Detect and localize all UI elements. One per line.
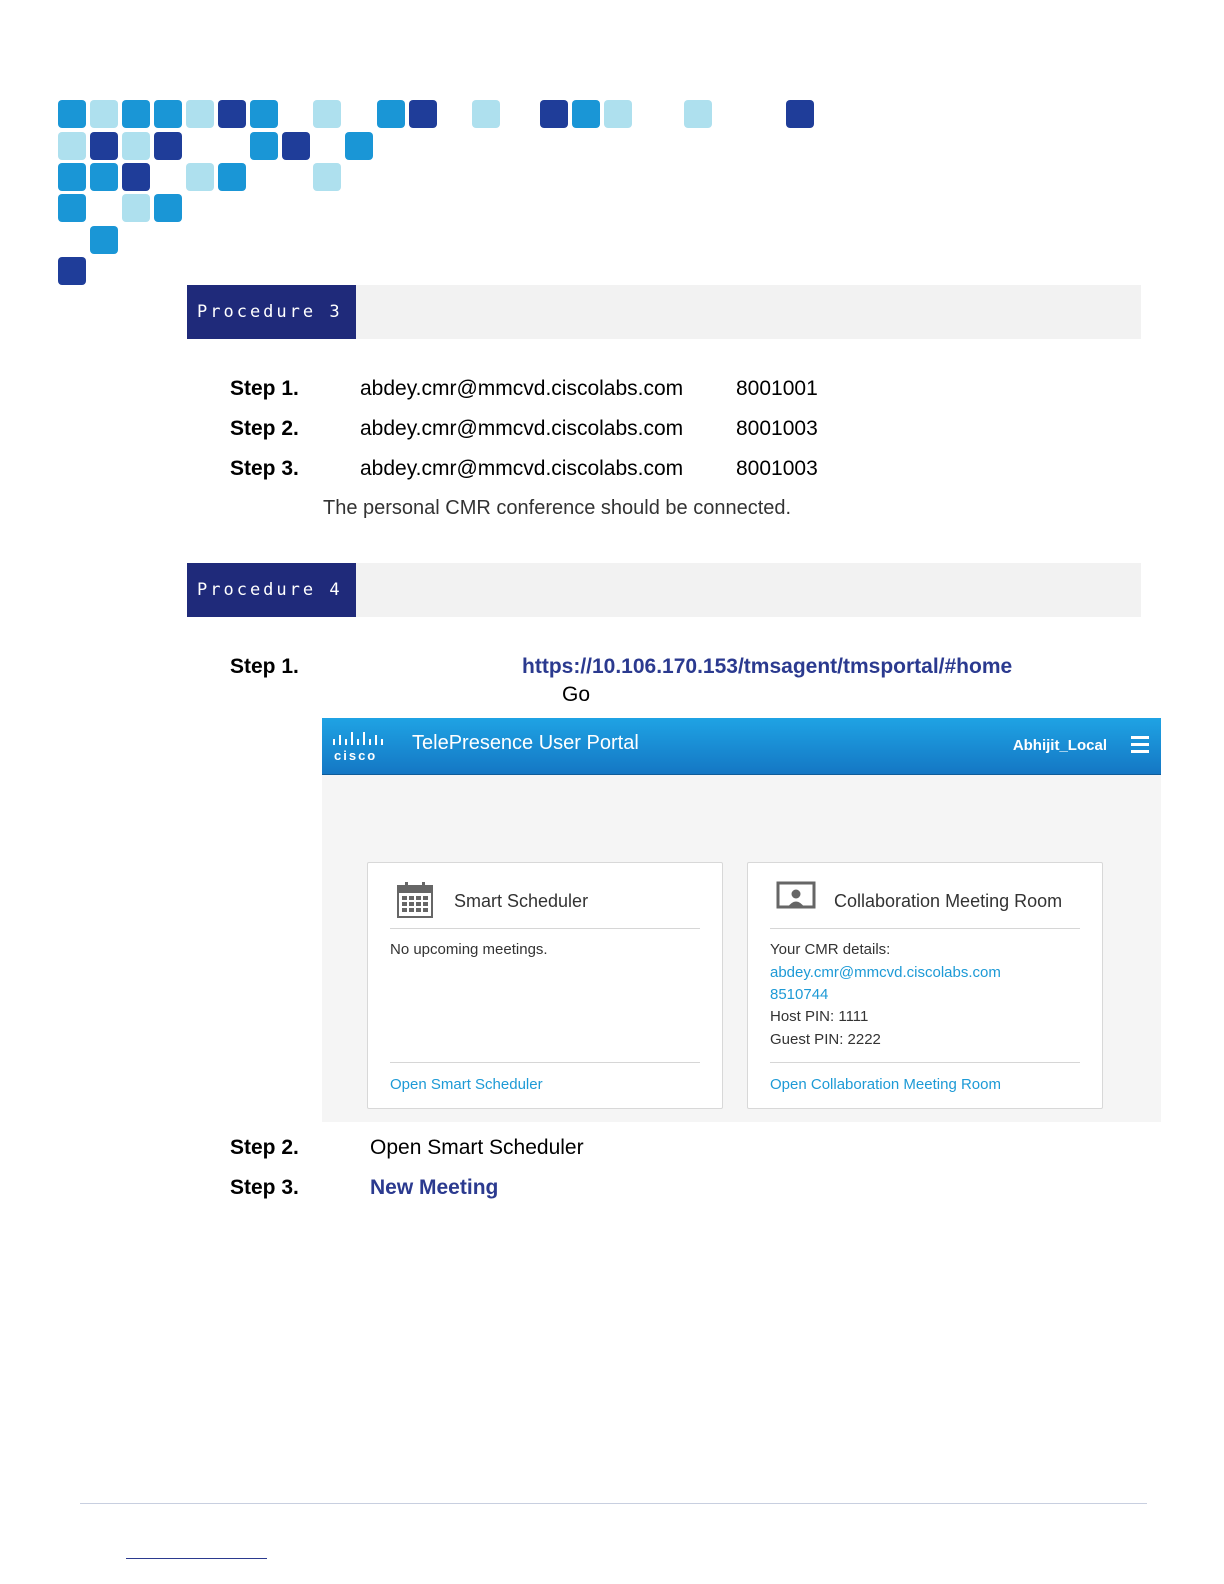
mosaic-tile [90, 100, 118, 128]
portal-username[interactable]: Abhijit_Local [1012, 737, 1107, 754]
procedure-3-banner [187, 285, 1141, 339]
mosaic-tile [122, 194, 150, 222]
calendar-icon [396, 881, 434, 924]
portal-screenshot [322, 718, 1161, 1122]
mosaic-tile [250, 100, 278, 128]
host-pin: Host PIN: 1111 [770, 1008, 869, 1025]
mosaic-tile [186, 163, 214, 191]
mosaic-tile [313, 163, 341, 191]
procedure-4-banner [187, 563, 1141, 617]
mosaic-tile [58, 163, 86, 191]
open-smart-scheduler-link[interactable]: Open Smart Scheduler [390, 1076, 543, 1093]
card-divider [390, 928, 700, 929]
step-label: Step 1. [230, 655, 299, 678]
cmr-title: Collaboration Meeting Room [834, 891, 1063, 911]
mosaic-tile [218, 100, 246, 128]
mosaic-tile [58, 132, 86, 160]
mosaic-tile [58, 257, 86, 285]
mosaic-tile [604, 100, 632, 128]
mosaic-tile [377, 100, 405, 128]
mosaic-tile [154, 132, 182, 160]
mosaic-tile [122, 132, 150, 160]
footer-accent-line [126, 1558, 267, 1559]
mosaic-tile [58, 194, 86, 222]
mosaic-tile [154, 100, 182, 128]
step-uri: abdey.cmr@mmcvd.ciscolabs.com [360, 457, 684, 480]
step-label: Step 2. [230, 417, 299, 440]
portal-url-link[interactable]: https://10.106.170.153/tmsagent/tmsportal/#home [522, 655, 1013, 678]
mosaic-tile [313, 100, 341, 128]
procedure-4-label: Procedure 4 [187, 563, 356, 617]
step-label: Step 3. [230, 457, 299, 480]
mosaic-tile [90, 226, 118, 254]
card-divider [770, 928, 1080, 929]
mosaic-tile [250, 132, 278, 160]
new-meeting-text: New Meeting [370, 1176, 499, 1199]
hamburger-menu-icon[interactable] [1131, 736, 1149, 754]
step-label: Step 3. [230, 1176, 299, 1199]
mosaic-tile [684, 100, 712, 128]
mosaic-tile [409, 100, 437, 128]
smart-scheduler-title: Smart Scheduler [454, 891, 589, 911]
mosaic-tile [58, 100, 86, 128]
open-cmr-link[interactable]: Open Collaboration Meeting Room [770, 1076, 1001, 1093]
footer-divider [80, 1503, 1147, 1504]
card-divider [770, 1062, 1080, 1063]
mosaic-tile [90, 163, 118, 191]
step-number: 8001001 [736, 377, 818, 400]
cmr-number-link[interactable]: 8510744 [770, 986, 829, 1003]
result-note: The personal CMR conference should be connected. [323, 497, 792, 519]
header-mosaic [0, 0, 900, 300]
mosaic-tile [472, 100, 500, 128]
mosaic-tile [122, 163, 150, 191]
no-meetings-message: No upcoming meetings. [390, 941, 548, 958]
cisco-wordmark: cisco [334, 748, 378, 763]
step-2-text: Open Smart Scheduler [370, 1136, 584, 1159]
portal-header [322, 718, 1161, 775]
smart-scheduler-card [367, 862, 723, 1109]
mosaic-tile [218, 163, 246, 191]
mosaic-tile [786, 100, 814, 128]
step-number: 8001003 [736, 457, 818, 480]
portal-title: TelePresence User Portal [412, 732, 639, 754]
step-uri: abdey.cmr@mmcvd.ciscolabs.com [360, 377, 684, 400]
procedure-3-label: Procedure 3 [187, 285, 356, 339]
guest-pin: Guest PIN: 2222 [770, 1031, 881, 1048]
cisco-logo [332, 732, 388, 764]
cmr-uri-link[interactable]: abdey.cmr@mmcvd.ciscolabs.com [770, 964, 1001, 981]
card-divider [390, 1062, 700, 1063]
mosaic-tile [90, 132, 118, 160]
step-label: Step 1. [230, 377, 299, 400]
mosaic-tile [122, 100, 150, 128]
mosaic-tile [345, 132, 373, 160]
presenter-screen-icon [776, 881, 816, 918]
mosaic-tile [282, 132, 310, 160]
mosaic-tile [540, 100, 568, 128]
mosaic-tile [572, 100, 600, 128]
cmr-card [747, 862, 1103, 1109]
step-uri: abdey.cmr@mmcvd.ciscolabs.com [360, 417, 684, 440]
step-label: Step 2. [230, 1136, 299, 1159]
mosaic-tile [186, 100, 214, 128]
go-button-text: Go [562, 683, 591, 706]
cisco-bars-icon [332, 732, 384, 748]
mosaic-tile [154, 194, 182, 222]
cmr-details-label: Your CMR details: [770, 941, 891, 958]
step-number: 8001003 [736, 417, 818, 440]
